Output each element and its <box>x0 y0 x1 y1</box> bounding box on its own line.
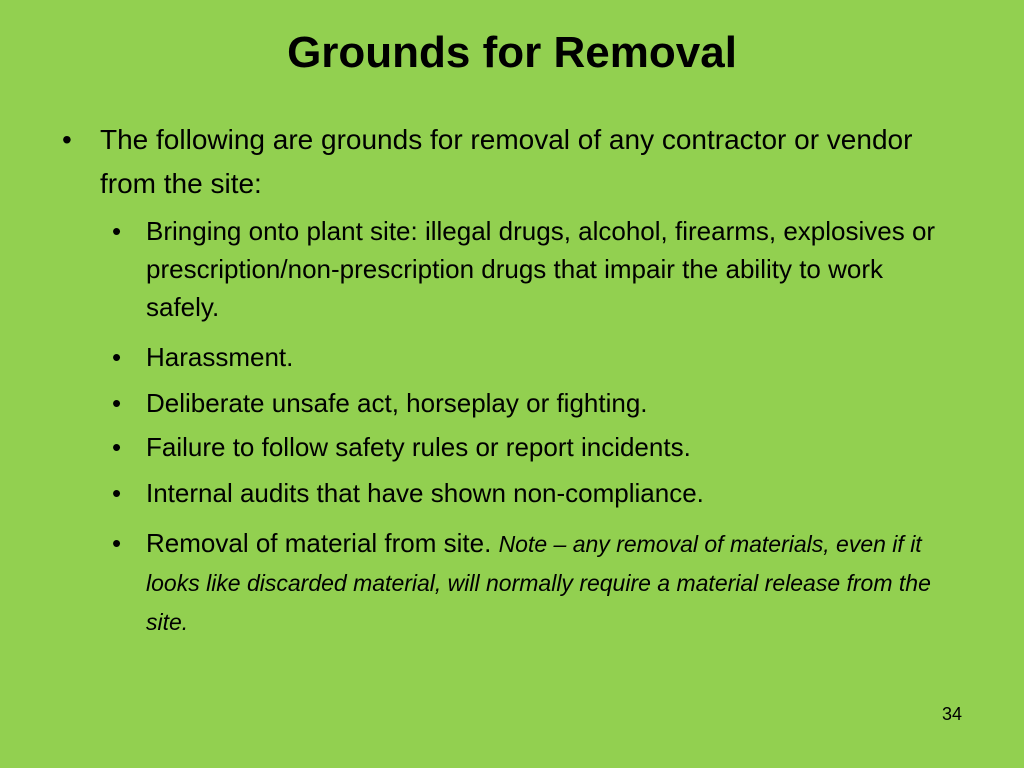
slide-title: Grounds for Removal <box>287 28 737 77</box>
slide-number: 34 <box>941 704 962 724</box>
sub-bullet-safety-rules <box>112 428 962 466</box>
bullet-marker: • <box>112 342 122 372</box>
main-bullet-text: The following are grounds for removal of any contractor or vendor from the site: <box>100 124 913 199</box>
material-removal-text: Removal of material from site. <box>146 528 492 558</box>
bullet-marker: • <box>112 216 122 246</box>
main-bullet <box>62 118 962 206</box>
sub-bullet-audits <box>112 474 962 512</box>
sub-bullet-text <box>146 524 962 641</box>
bullet-marker: • <box>62 124 72 155</box>
bullet-marker: • <box>112 478 122 508</box>
sub-bullet-text: Bringing onto plant site: illegal drugs, alcohol, firearms, explosives or prescription/non-prescription drugs that impair the ability to work safely. <box>146 216 936 322</box>
sub-bullet-unsafe-act <box>112 384 962 422</box>
material-removal-note: Note – any removal of materials, even if it looks like discarded material, will normally require a material release from the site. <box>146 531 931 635</box>
bullet-marker: • <box>112 432 122 462</box>
sub-bullet-material-removal <box>112 524 962 641</box>
bullet-marker: • <box>112 388 122 418</box>
sub-bullet-drugs <box>112 212 962 326</box>
sub-bullet-text: Failure to follow safety rules or report incidents. <box>146 432 691 462</box>
bullet-marker: • <box>112 528 122 558</box>
sub-bullet-text: Internal audits that have shown non-compliance. <box>146 478 704 508</box>
sub-bullet-text: Deliberate unsafe act, horseplay or fighting. <box>146 388 648 418</box>
sub-bullet-text: Harassment. <box>146 342 294 372</box>
sub-bullet-harassment <box>112 338 962 376</box>
